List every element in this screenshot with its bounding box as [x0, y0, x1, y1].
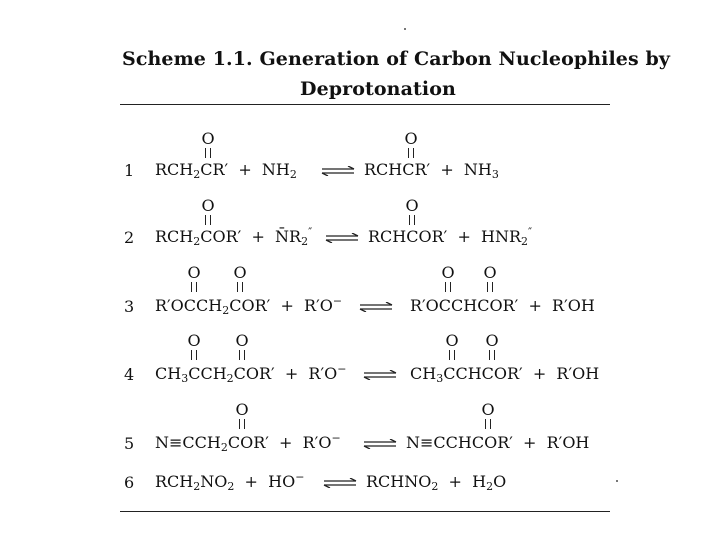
carbonyl-oxygen: O [201, 196, 215, 215]
reaction-right-side: $RCHNO_2 + H_2O$ [366, 472, 507, 493]
reaction-left-side: $RCH_2NO_2 + HO^-$ [155, 470, 305, 493]
reaction-4 [0, 331, 720, 385]
carbonyl-oxygen: O [187, 263, 201, 282]
reaction-left-side: $CH_3CCH_2COR' + R'O^-$ [155, 362, 347, 385]
double-bond [191, 350, 197, 360]
reaction-number: 6 [124, 473, 135, 492]
equilibrium-arrow [322, 478, 358, 488]
double-bond [205, 148, 211, 158]
reaction-left-side: $R'OCCH_2COR' + R'O^-$ [155, 294, 343, 317]
double-bond [449, 350, 455, 360]
double-bond [485, 419, 491, 429]
double-bond [489, 350, 495, 360]
carbonyl-oxygen: O [445, 331, 459, 350]
equilibrium-arrow [324, 233, 360, 243]
reaction-right-side: RCHCR′ + $NH_3$ [364, 160, 499, 181]
carbonyl-oxygen: O [201, 129, 215, 148]
carbonyl-oxygen: O [235, 400, 249, 419]
carbonyl-oxygen: O [483, 263, 497, 282]
reaction-6 [0, 452, 720, 492]
top-rule [120, 104, 610, 105]
reaction-3 [0, 263, 720, 317]
reaction-left-side: $N\equiv CCH_2COR' + R'O^-$ [155, 431, 341, 454]
carbonyl-oxygen: O [441, 263, 455, 282]
carbonyl-oxygen: O [187, 331, 201, 350]
carbonyl-oxygen: O [404, 129, 418, 148]
reaction-number: 2 [124, 228, 135, 247]
reaction-left-side: $RCH_2COR'$ + $N̄R_2''$ [155, 225, 313, 248]
bottom-rule [120, 511, 610, 512]
double-bond [239, 350, 245, 360]
double-bond [191, 282, 197, 292]
carbonyl-oxygen: O [481, 400, 495, 419]
reaction-right-side: $CH_3CCHCOR' + R'OH$ [410, 364, 600, 385]
reaction-number: 4 [124, 365, 135, 384]
carbonyl-oxygen: O [233, 263, 247, 282]
double-bond [408, 148, 414, 158]
carbonyl-oxygen: O [405, 196, 419, 215]
scheme-title-line1: Scheme 1.1. Generation of Carbon Nucleophiles by [122, 48, 670, 70]
equilibrium-arrow [320, 166, 356, 176]
reaction-2 [0, 196, 720, 248]
double-bond [237, 282, 243, 292]
double-bond [445, 282, 451, 292]
reaction-number: 3 [124, 297, 135, 316]
scheme-title [122, 44, 670, 104]
equilibrium-arrow [358, 302, 394, 312]
reaction-right-side: N≡CCHCOR′ + R′OH [406, 433, 590, 452]
double-bond [409, 215, 415, 225]
reaction-right-side: R′OCCHCOR′ + R′OH [410, 296, 595, 315]
reaction-5 [0, 400, 720, 454]
equilibrium-arrow [362, 439, 398, 449]
double-bond [487, 282, 493, 292]
scheme-title-line2: Deprotonation [300, 78, 456, 100]
equilibrium-arrow [362, 370, 398, 380]
reaction-number: 5 [124, 434, 135, 453]
scan-speck [404, 28, 406, 30]
reaction-right-side: RCHCOR′ + $HNR_2''$ [368, 225, 533, 248]
reaction-left-side: $RCH_2CR' + NH_2$ [155, 160, 297, 181]
double-bond [205, 215, 211, 225]
reaction-number: 1 [124, 161, 135, 180]
carbonyl-oxygen: O [485, 331, 499, 350]
reaction-1 [0, 129, 720, 181]
scan-speck [616, 480, 618, 482]
double-bond [239, 419, 245, 429]
carbonyl-oxygen: O [235, 331, 249, 350]
